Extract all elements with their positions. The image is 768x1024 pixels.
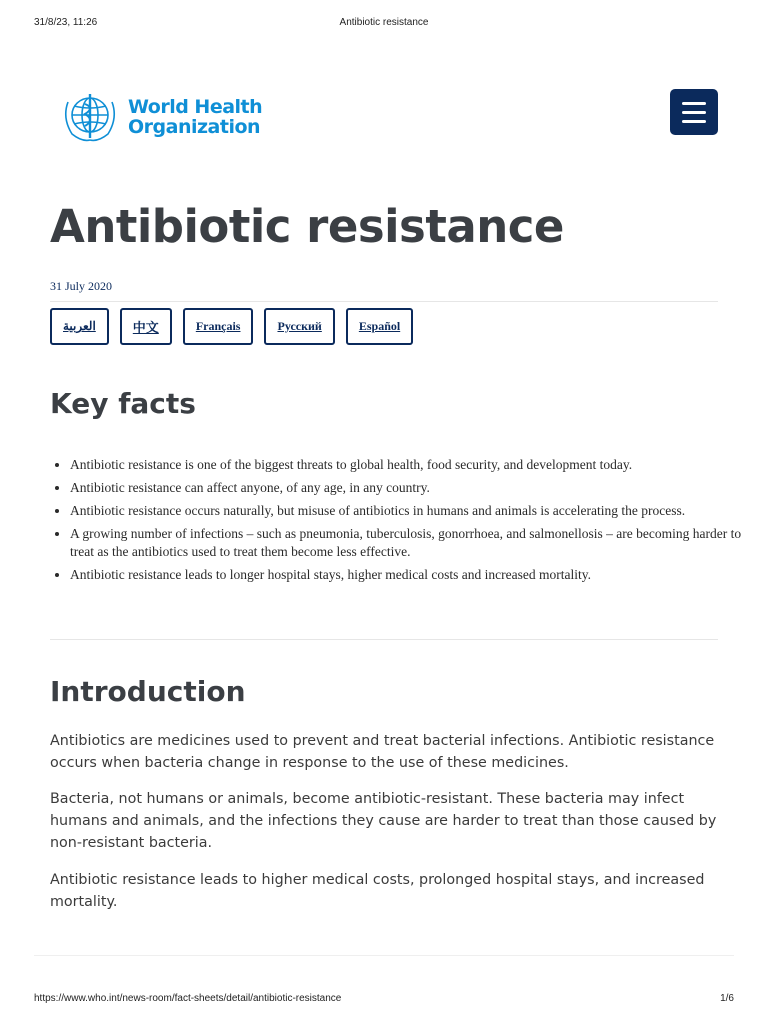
list-item: • Antibiotic resistance leads to longer hospital stays, higher medical costs and increased mortality. xyxy=(70,566,742,584)
divider xyxy=(50,301,718,302)
intro-paragraph: Antibiotics are medicines used to prevent and treat bacterial infections. Antibiotic resistance occurs when bacteria change in response to the use of these medicines. xyxy=(50,733,715,771)
list-item: • Antibiotic resistance can affect anyone, of any age, in any country. xyxy=(70,479,742,497)
lang-link-arabic[interactable]: العربية xyxy=(50,308,109,345)
who-emblem-icon xyxy=(60,90,120,144)
key-facts-list xyxy=(50,456,742,589)
intro-paragraph: Bacteria, not humans or animals, become antibiotic-resistant. These bacteria may infect humans and animals, and the infections they cause are harder to treat than those caused by non-resistant bacteria. xyxy=(50,791,717,851)
publish-date: 31 July 2020 xyxy=(50,279,113,293)
print-datetime: 31/8/23, 11:26 xyxy=(34,17,98,28)
intro-paragraph: Antibiotic resistance leads to higher medical costs, prolonged hospital stays, and increased mortality. xyxy=(50,872,705,910)
who-logo[interactable] xyxy=(60,90,262,144)
language-switcher xyxy=(50,308,413,345)
logo-line-1: World Health xyxy=(128,96,263,118)
menu-button[interactable] xyxy=(670,89,718,135)
print-doc-title: Antibiotic resistance xyxy=(339,17,429,28)
logo-wordmark xyxy=(128,97,262,137)
hamburger-menu-icon xyxy=(682,120,706,123)
lang-link-chinese[interactable]: 中文 xyxy=(120,308,172,345)
list-item: • A growing number of infections – such as pneumonia, tuberculosis, gonorrhoea, and salmonellosis – are becoming harder to treat as the antibiotics used to treat them become less effective. xyxy=(70,525,742,561)
page-title: Antibiotic resistance xyxy=(50,200,564,253)
logo-line-2: Organization xyxy=(128,116,261,138)
print-header xyxy=(0,17,768,31)
print-url: https://www.who.int/news-room/fact-sheets/detail/antibiotic-resistance xyxy=(34,993,342,1004)
list-item: • Antibiotic resistance occurs naturally, but misuse of antibiotics in humans and animals is accelerating the process. xyxy=(70,502,742,520)
print-page-number: 1/6 xyxy=(720,993,734,1004)
introduction-heading: Introduction xyxy=(50,675,246,708)
hamburger-menu-icon xyxy=(682,111,706,114)
list-item: • Antibiotic resistance is one of the biggest threats to global health, food security, and development today. xyxy=(70,456,742,474)
hamburger-menu-icon xyxy=(682,102,706,105)
divider xyxy=(50,639,718,640)
lang-link-russian[interactable]: Русский xyxy=(264,308,334,345)
lang-link-spanish[interactable]: Español xyxy=(346,308,413,345)
divider xyxy=(34,955,734,956)
key-facts-heading: Key facts xyxy=(50,387,196,420)
print-footer xyxy=(0,993,768,1007)
lang-link-french[interactable]: Français xyxy=(183,308,254,345)
